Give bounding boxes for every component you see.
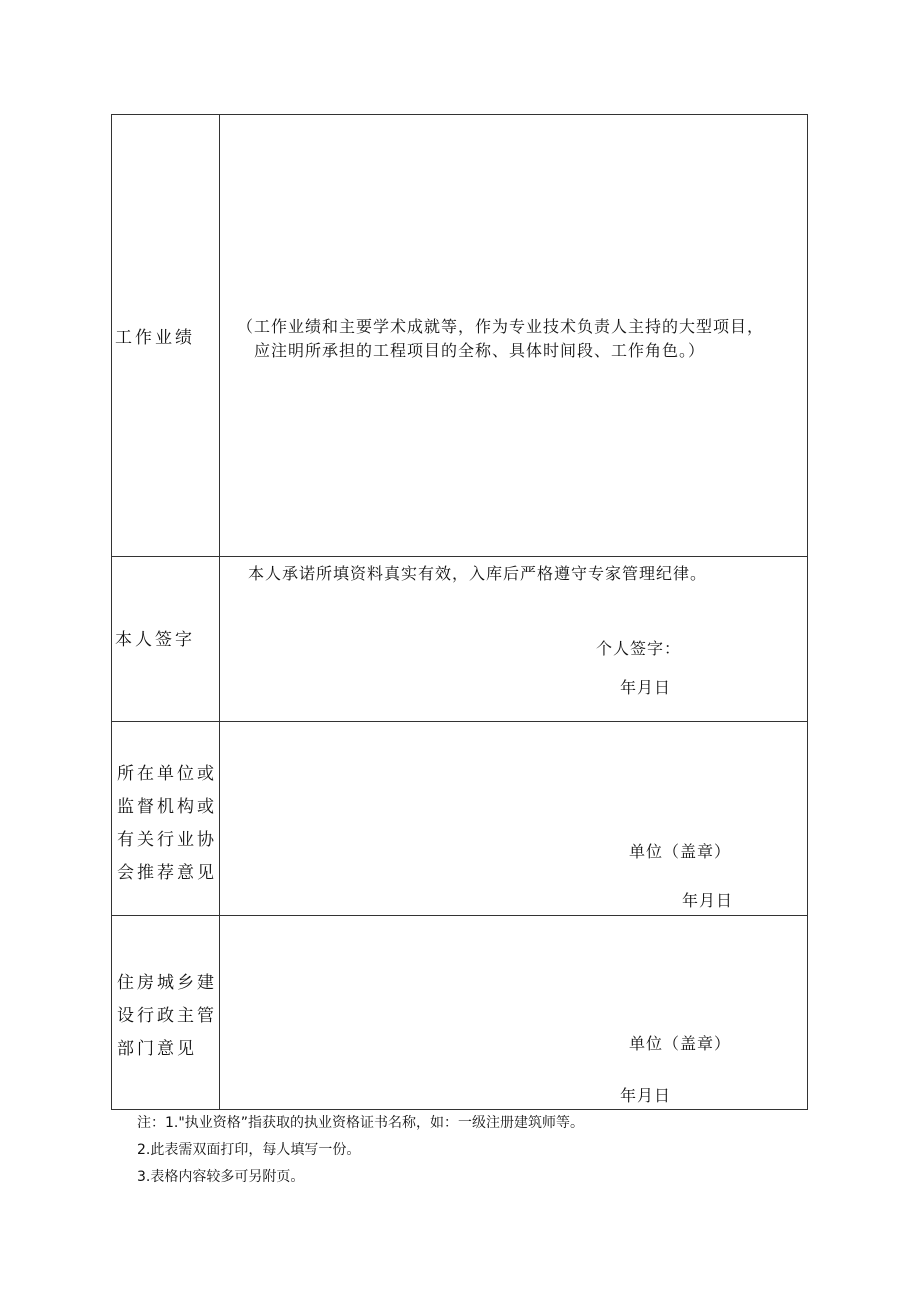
unit-opinion-date: 年月日 (682, 891, 734, 910)
note-1: 注：1."执业资格”指获取的执业资格证书名称，如：一级注册建筑师等。 (137, 1115, 585, 1131)
column-divider (219, 115, 220, 1109)
personal-signature-label: 个人签字： (596, 639, 682, 658)
form-notes (137, 1110, 584, 1191)
dept-opinion-date: 年月日 (620, 1086, 672, 1105)
signature-date: 年月日 (620, 678, 672, 697)
expert-form-table (111, 114, 808, 1110)
row-divider (112, 556, 807, 557)
dept-opinion-field[interactable] (222, 918, 802, 1026)
personal-signature-field[interactable] (682, 635, 792, 663)
work-achievements-hint-line1: （工作业绩和主要学术成就等，作为专业技术负责人主持的大型项目， (237, 317, 765, 336)
note-3: 3.表格内容较多可另附页。 (137, 1169, 305, 1185)
work-achievements-field[interactable] (222, 117, 802, 553)
work-achievements-hint-line2: 应注明所承担的工程项目的全称、具体时间段、工作角色。） (254, 341, 706, 360)
dept-opinion-label: 住房城乡建设行政主管部门意见 (117, 973, 217, 1059)
signature-label: 本人签字 (115, 630, 195, 650)
row-divider (112, 721, 807, 722)
pledge-text: 本人承诺所填资料真实有效，入库后严格遵守专家管理纪律。 (248, 564, 708, 583)
unit-opinion-field[interactable] (222, 724, 802, 834)
work-achievements-label: 工作业绩 (115, 328, 195, 348)
dept-seal-label: 单位（盖章） (629, 1034, 732, 1053)
note-2: 2.此表需双面打印，每人填写一份。 (137, 1142, 361, 1158)
unit-seal-label: 单位（盖章） (629, 842, 732, 861)
row-divider (112, 915, 807, 916)
unit-opinion-label: 所在单位或监督机构或有关行业协会推荐意见 (117, 764, 217, 883)
